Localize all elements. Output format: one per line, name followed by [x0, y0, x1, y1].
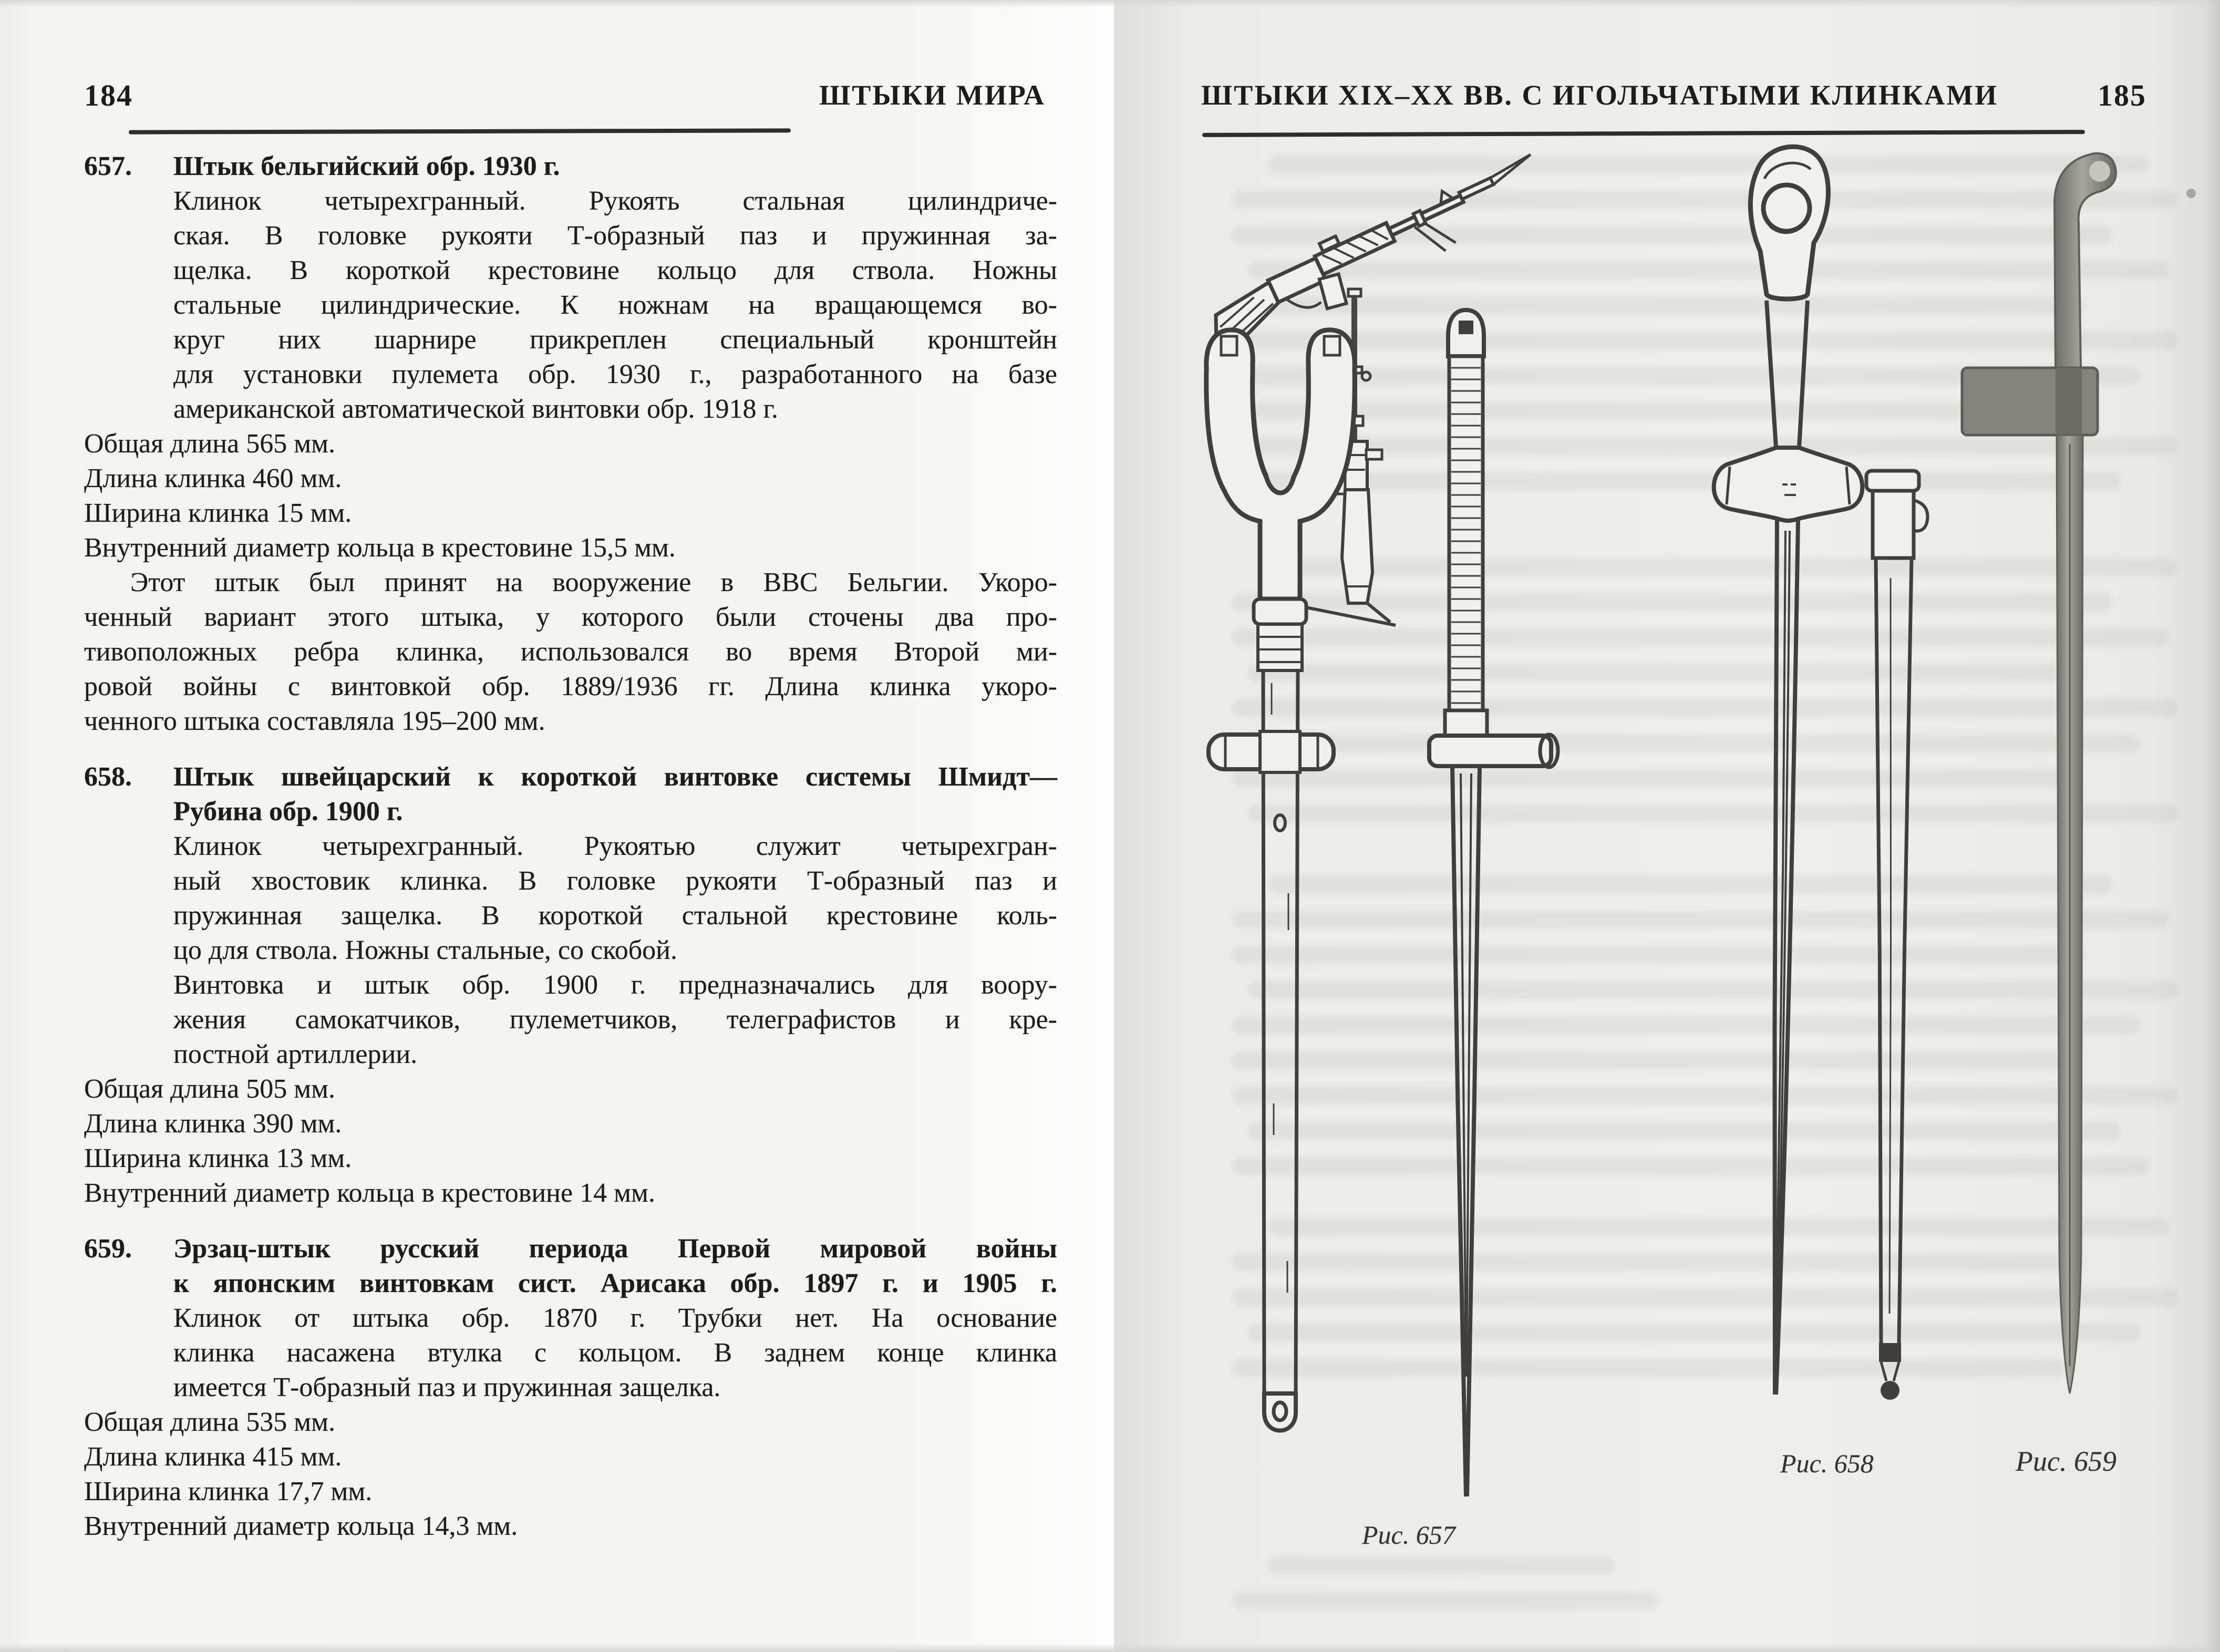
rifle-drawing	[1200, 147, 1555, 359]
catalog-item-659	[84, 1232, 1057, 1544]
description-line: ская. В головке рукояти Т-образный паз и пружинная за-	[173, 221, 1057, 251]
description-line: Клинок четырехгранный. Рукоятью служит четырехгран-	[173, 831, 1057, 861]
scan-edge-right	[2206, 0, 2220, 1652]
item-title	[173, 149, 1057, 184]
item-title-line: Штык бельгийский обр. 1930 г.	[173, 151, 560, 181]
item-heading	[84, 1232, 1057, 1301]
dimension-line: Длина клинка 415 мм.	[84, 1442, 342, 1472]
item-title-line: к японским винтовкам сист. Арисака обр. 1897 г. и 1905 г.	[173, 1268, 1057, 1298]
note-line: постной артиллерии.	[173, 1039, 418, 1069]
item-description	[173, 829, 1057, 968]
catalog-text-column	[84, 149, 1057, 1544]
description-line: для установки пулемета обр. 1930 г., разработанного на базе	[173, 359, 1057, 389]
description-line: Клинок четырехгранный. Рукоять стальная цилиндриче-	[173, 186, 1057, 216]
belgian-bayonet-drawing	[1429, 310, 1558, 1496]
item-usage-note	[173, 968, 1057, 1072]
description-line: стальные цилиндрические. К ножнам на вращающемся во-	[173, 290, 1057, 320]
scabbard-bracket-drawing	[1206, 330, 1355, 1431]
note-line: тивоположных ребра клинка, использовался во время Второй ми-	[84, 637, 1057, 667]
page-number-left: 184	[84, 78, 133, 112]
item-title-line: Эрзац-штык русский периода Первой мировой войны	[173, 1234, 1057, 1264]
description-line: цо для ствола. Ножны стальные, со скобой.	[173, 935, 678, 965]
dimension-line: Ширина клинка 13 мм.	[84, 1143, 352, 1173]
note-line: ровой войны с винтовкой обр. 1889/1936 гг. Длина клинка укоро-	[84, 672, 1057, 701]
ersatz-bayonet-drawing	[1962, 153, 2196, 1393]
item-description	[173, 184, 1057, 427]
description-line: ный хвостовик клинка. В головке рукояти Т-образный паз и	[173, 866, 1057, 896]
figure-caption-657: Рис. 657	[1362, 1520, 1455, 1550]
dimension-line: Внутренний диаметр кольца в крестовине 14 мм.	[84, 1178, 655, 1208]
item-description	[173, 1301, 1057, 1405]
description-line: Клинок от штыка обр. 1870 г. Трубки нет. На основание	[173, 1303, 1057, 1333]
dimension-line: Общая длина 565 мм.	[84, 429, 336, 459]
item-dimensions	[84, 427, 1057, 565]
page-number-right: 185	[2098, 78, 2146, 112]
item-note	[84, 565, 1057, 739]
figures-artwork	[1114, 0, 2220, 1652]
catalog-item-657	[84, 149, 1057, 739]
item-title-line: Штык швейцарский к короткой винтовке системы Шмидт—	[173, 762, 1057, 792]
dimension-line: Длина клинка 390 мм.	[84, 1109, 342, 1139]
item-number: 658.	[84, 762, 132, 792]
item-number: 659.	[84, 1234, 132, 1264]
item-dimensions	[84, 1072, 1057, 1211]
scan-edge-top	[0, 0, 2220, 7]
item-title	[173, 760, 1057, 829]
running-title-right: ШТЫКИ XIX–XX ВВ. С ИГОЛЬЧАТЫМИ КЛИНКАМИ	[1201, 79, 1999, 111]
header-rule-left	[129, 128, 791, 134]
item-number: 657.	[84, 151, 132, 181]
note-line: жения самокатчиков, пулеметчиков, телеграфистов и кре-	[173, 1005, 1057, 1035]
note-line: Винтовка и штык обр. 1900 г. предназначались для воору-	[173, 970, 1057, 1000]
item-title-line: Рубина обр. 1900 г.	[173, 797, 403, 827]
item-heading	[84, 149, 1057, 184]
figure-caption-659: Рис. 659	[2016, 1446, 2116, 1477]
dimension-line: Общая длина 535 мм.	[84, 1407, 336, 1437]
description-line: имеется Т-образный паз и пружинная защелка.	[173, 1372, 721, 1402]
dimension-line: Ширина клинка 15 мм.	[84, 498, 352, 528]
description-line: американской автоматической винтовки обр. 1918 г.	[173, 394, 778, 424]
dimension-line: Внутренний диаметр кольца в крестовине 15,5 мм.	[84, 533, 676, 563]
scan-edge-bottom	[0, 1644, 2220, 1652]
note-line: ченный вариант этого штыка, у которого были сточены два про-	[84, 602, 1057, 632]
running-title-left: ШТЫКИ МИРА	[819, 79, 1046, 111]
figure-caption-658: Рис. 658	[1780, 1449, 1874, 1478]
dimension-line: Длина клинка 460 мм.	[84, 463, 342, 493]
dimension-line: Ширина клинка 17,7 мм.	[84, 1477, 373, 1506]
catalog-item-658	[84, 760, 1057, 1211]
item-title	[173, 1232, 1057, 1301]
item-dimensions	[84, 1405, 1057, 1544]
description-line: пружинная защелка. В короткой стальной крестовине коль-	[173, 901, 1057, 931]
note-line: Этот штык был принят на вооружение в ВВС Бельгии. Укоро-	[130, 567, 1057, 597]
description-line: клинка насажена втулка с кольцом. В заднем конце клинка	[173, 1338, 1057, 1368]
dimension-line: Внутренний диаметр кольца 14,3 мм.	[84, 1511, 518, 1541]
item-heading	[84, 760, 1057, 829]
swiss-scabbard-drawing	[1866, 471, 1927, 1400]
note-line: ченного штыка составляла 195–200 мм.	[84, 706, 545, 736]
swiss-bayonet-drawing	[1714, 147, 1863, 1395]
dimension-line: Общая длина 505 мм.	[84, 1074, 336, 1104]
description-line: щелка. В короткой крестовине кольцо для ствола. Ножны	[173, 255, 1057, 285]
description-line: круг них шарнире прикреплен специальный кронштейн	[173, 325, 1057, 355]
